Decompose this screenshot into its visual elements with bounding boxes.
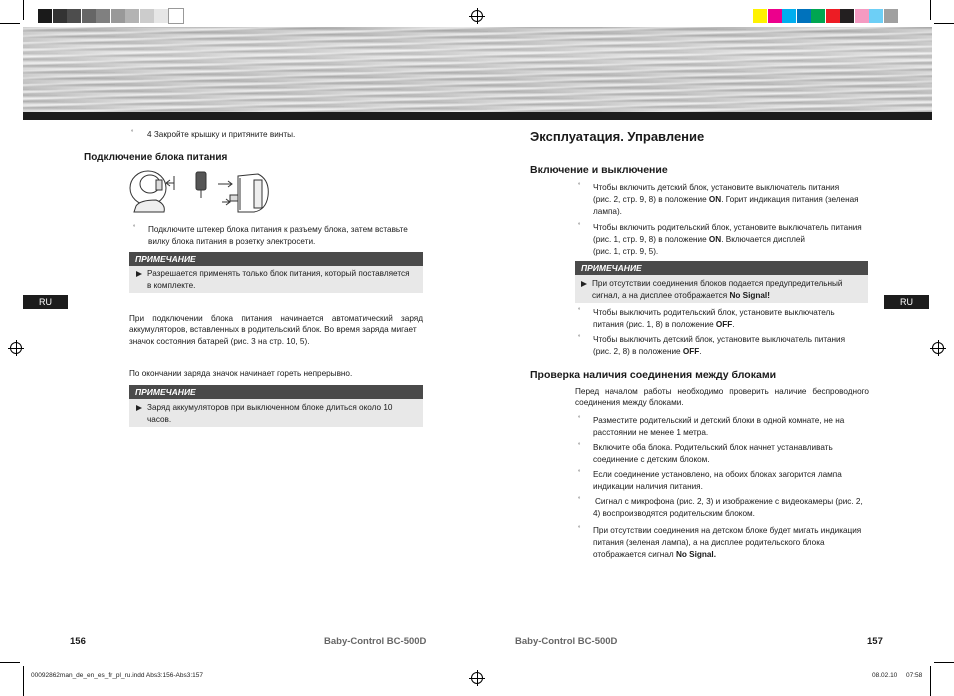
text-run: . Горит индикация питания (зеленая (721, 195, 859, 204)
bullet-icon: ° (578, 183, 581, 189)
text-run-bold: No Signal. (675, 550, 716, 559)
text-run-bold: OFF (715, 320, 733, 329)
color-swatch (169, 9, 183, 23)
intro-text: соединения между блоками. (575, 398, 684, 407)
note-text: в комплекте. (147, 281, 196, 290)
color-swatch (38, 9, 52, 23)
arrow-right-icon (136, 271, 142, 277)
instruction-text: Сигнал с микрофона (рис. 2, 3) и изображение с видеокамеры (рис. 2, (595, 497, 863, 506)
instruction-text (593, 319, 735, 331)
crop-mark (930, 0, 931, 20)
instruction-text (593, 194, 859, 206)
color-swatch (140, 9, 154, 23)
color-swatch (154, 9, 168, 23)
language-tab: RU (884, 295, 929, 309)
instruction-text: Чтобы включить детский блок, установите выключатель питания (593, 183, 840, 192)
instruction-text: Чтобы включить родительский блок, установите выключатель питания (593, 223, 862, 232)
note-heading: ПРИМЕЧАНИЕ (129, 385, 423, 399)
text-run: (рис. 2, стр. 9, 8) в положение (593, 195, 709, 204)
registration-mark-icon (471, 10, 483, 22)
power-text: Подключите штекер блока питания к разъему блока, затем вставьте (148, 225, 408, 234)
bullet-icon: ° (578, 335, 581, 341)
crop-mark (0, 662, 20, 663)
registration-mark-icon (471, 672, 483, 684)
color-swatch (125, 9, 139, 23)
text-run: сигнал, а на дисплее отображается (592, 291, 730, 300)
note-box (575, 261, 868, 303)
header-band-rule (23, 112, 932, 120)
crop-mark (23, 666, 24, 696)
instruction-text: лампа). (593, 207, 622, 216)
text-run-bold: ON (708, 235, 722, 244)
section-heading: Подключение блока питания (84, 152, 228, 163)
note-text (592, 290, 770, 302)
color-swatch (782, 9, 796, 23)
instruction-text: Если соединение установлено, на обоих блоках загорится лампа (593, 470, 842, 479)
instruction-text: Включите оба блока. Родительский блок начнет устанавливать (593, 443, 833, 452)
footer-model: Baby-Control BC-500D (515, 636, 618, 647)
note-box (129, 252, 423, 293)
bullet-icon: ° (578, 308, 581, 314)
instruction-text: индикации наличия питания. (593, 482, 703, 491)
color-swatch (811, 9, 825, 23)
color-swatch (826, 9, 840, 23)
color-swatch (840, 9, 854, 23)
language-tab: RU (23, 295, 68, 309)
bullet-icon: ° (578, 223, 581, 229)
charge-text: значок состояния батарей (рис. 3 на стр. 10, 5). (129, 337, 310, 346)
arrow-right-icon (136, 405, 142, 411)
section-heading: Включение и выключение (530, 164, 668, 176)
instruction-text: 4) воспроизводятся родительским блоком. (593, 509, 755, 518)
note-text: При отсутствии соединения блоков подается предупредительный (592, 279, 843, 288)
bullet-icon: ° (578, 497, 581, 503)
charge-text: аккумуляторов, вставленных в родительский блок. Во время заряда мигает (129, 325, 417, 334)
color-swatch (82, 9, 96, 23)
footer-model: Baby-Control BC-500D (324, 636, 427, 647)
note-heading: ПРИМЕЧАНИЕ (129, 252, 423, 266)
color-swatch (753, 9, 767, 23)
instruction-text (593, 549, 716, 561)
bullet-icon: ° (578, 443, 581, 449)
color-swatch (53, 9, 67, 23)
print-date: 08.02.10 (872, 672, 898, 679)
bullet-icon: ° (578, 526, 581, 532)
header-band (23, 27, 932, 112)
note-text: часов. (147, 415, 172, 424)
registration-mark-icon (932, 342, 944, 354)
instruction-text (593, 234, 805, 246)
color-swatch (96, 9, 110, 23)
instruction-text: (рис. 1, стр. 9, 5). (593, 247, 659, 256)
text-run: отображается сигнал (593, 550, 676, 559)
text-run-bold: No Signal! (729, 291, 770, 300)
charge-text: При подключении блока питания начинается автоматический заряд (129, 314, 423, 323)
text-run: (рис. 2, 8) в положение (593, 347, 683, 356)
note-box (129, 385, 423, 427)
text-run-bold: OFF (682, 347, 700, 356)
registration-mark-icon (10, 342, 22, 354)
crop-mark (934, 662, 954, 663)
bullet-icon: ° (131, 130, 134, 136)
crop-mark (0, 23, 20, 24)
instruction-text: При отсутствии соединения на детском блоке будет мигать индикация (593, 526, 862, 535)
text-run-bold: ON (708, 195, 722, 204)
crop-mark (934, 23, 954, 24)
instruction-text (593, 346, 702, 358)
arrow-right-icon (581, 281, 587, 287)
crop-mark (930, 666, 931, 696)
print-time: 07:58 (906, 672, 923, 679)
text-run: питания (рис. 1, 8) в положение (593, 320, 716, 329)
note-heading: ПРИМЕЧАНИЕ (575, 261, 868, 275)
instruction-text: расстоянии не менее 1 метра. (593, 428, 709, 437)
instruction-text: Чтобы выключить родительский блок, установите выключатель (593, 308, 835, 317)
power-adapter-illustration (126, 166, 276, 218)
note-text: Заряд аккумуляторов при выключенном блоке длиться около 10 (147, 403, 393, 412)
color-swatch (855, 9, 869, 23)
color-swatch (884, 9, 898, 23)
bullet-icon: ° (578, 470, 581, 476)
intro-text: Перед началом работы необходимо проверить наличие беспроводного (575, 387, 869, 396)
section-heading: Проверка наличия соединения между блоками (530, 369, 777, 381)
color-swatch (768, 9, 782, 23)
text-run: . (699, 347, 702, 356)
bullet-icon: ° (133, 225, 136, 231)
color-swatch (869, 9, 883, 23)
instruction-text: Чтобы выключить детский блок, установите выключатель питания (593, 335, 846, 344)
color-swatch (111, 9, 125, 23)
color-swatch (797, 9, 811, 23)
page-number: 156 (70, 636, 86, 647)
power-text: вилку блока питания в розетку электросети. (148, 237, 316, 246)
bullet-icon: ° (578, 416, 581, 422)
instruction-text: соединение с детским блоком. (593, 455, 710, 464)
text-run: . Включается дисплей (721, 235, 805, 244)
print-file-info: 00092862man_de_en_es_fr_pl_ru.indd Abs3:156-Abs3:157 (31, 672, 204, 679)
page-title: Эксплуатация. Управление (530, 129, 705, 144)
text-run: . (732, 320, 735, 329)
charge-done-text: По окончании заряда значок начинает гореть непрерывно. (129, 369, 353, 378)
instruction-text: питания (зеленая лампа), а на дисплее родительского блока (593, 538, 825, 547)
color-swatch (67, 9, 81, 23)
crop-mark (23, 0, 24, 20)
instruction-text: Разместите родительский и детский блоки в одной комнате, не на (593, 416, 845, 425)
step-text: 4 Закройте крышку и притяните винты. (147, 130, 296, 139)
note-text: Разрешается применять только блок питания, который поставляется (147, 269, 410, 278)
text-run: (рис. 1, стр. 9, 8) в положение (593, 235, 709, 244)
page-number: 157 (867, 636, 883, 647)
